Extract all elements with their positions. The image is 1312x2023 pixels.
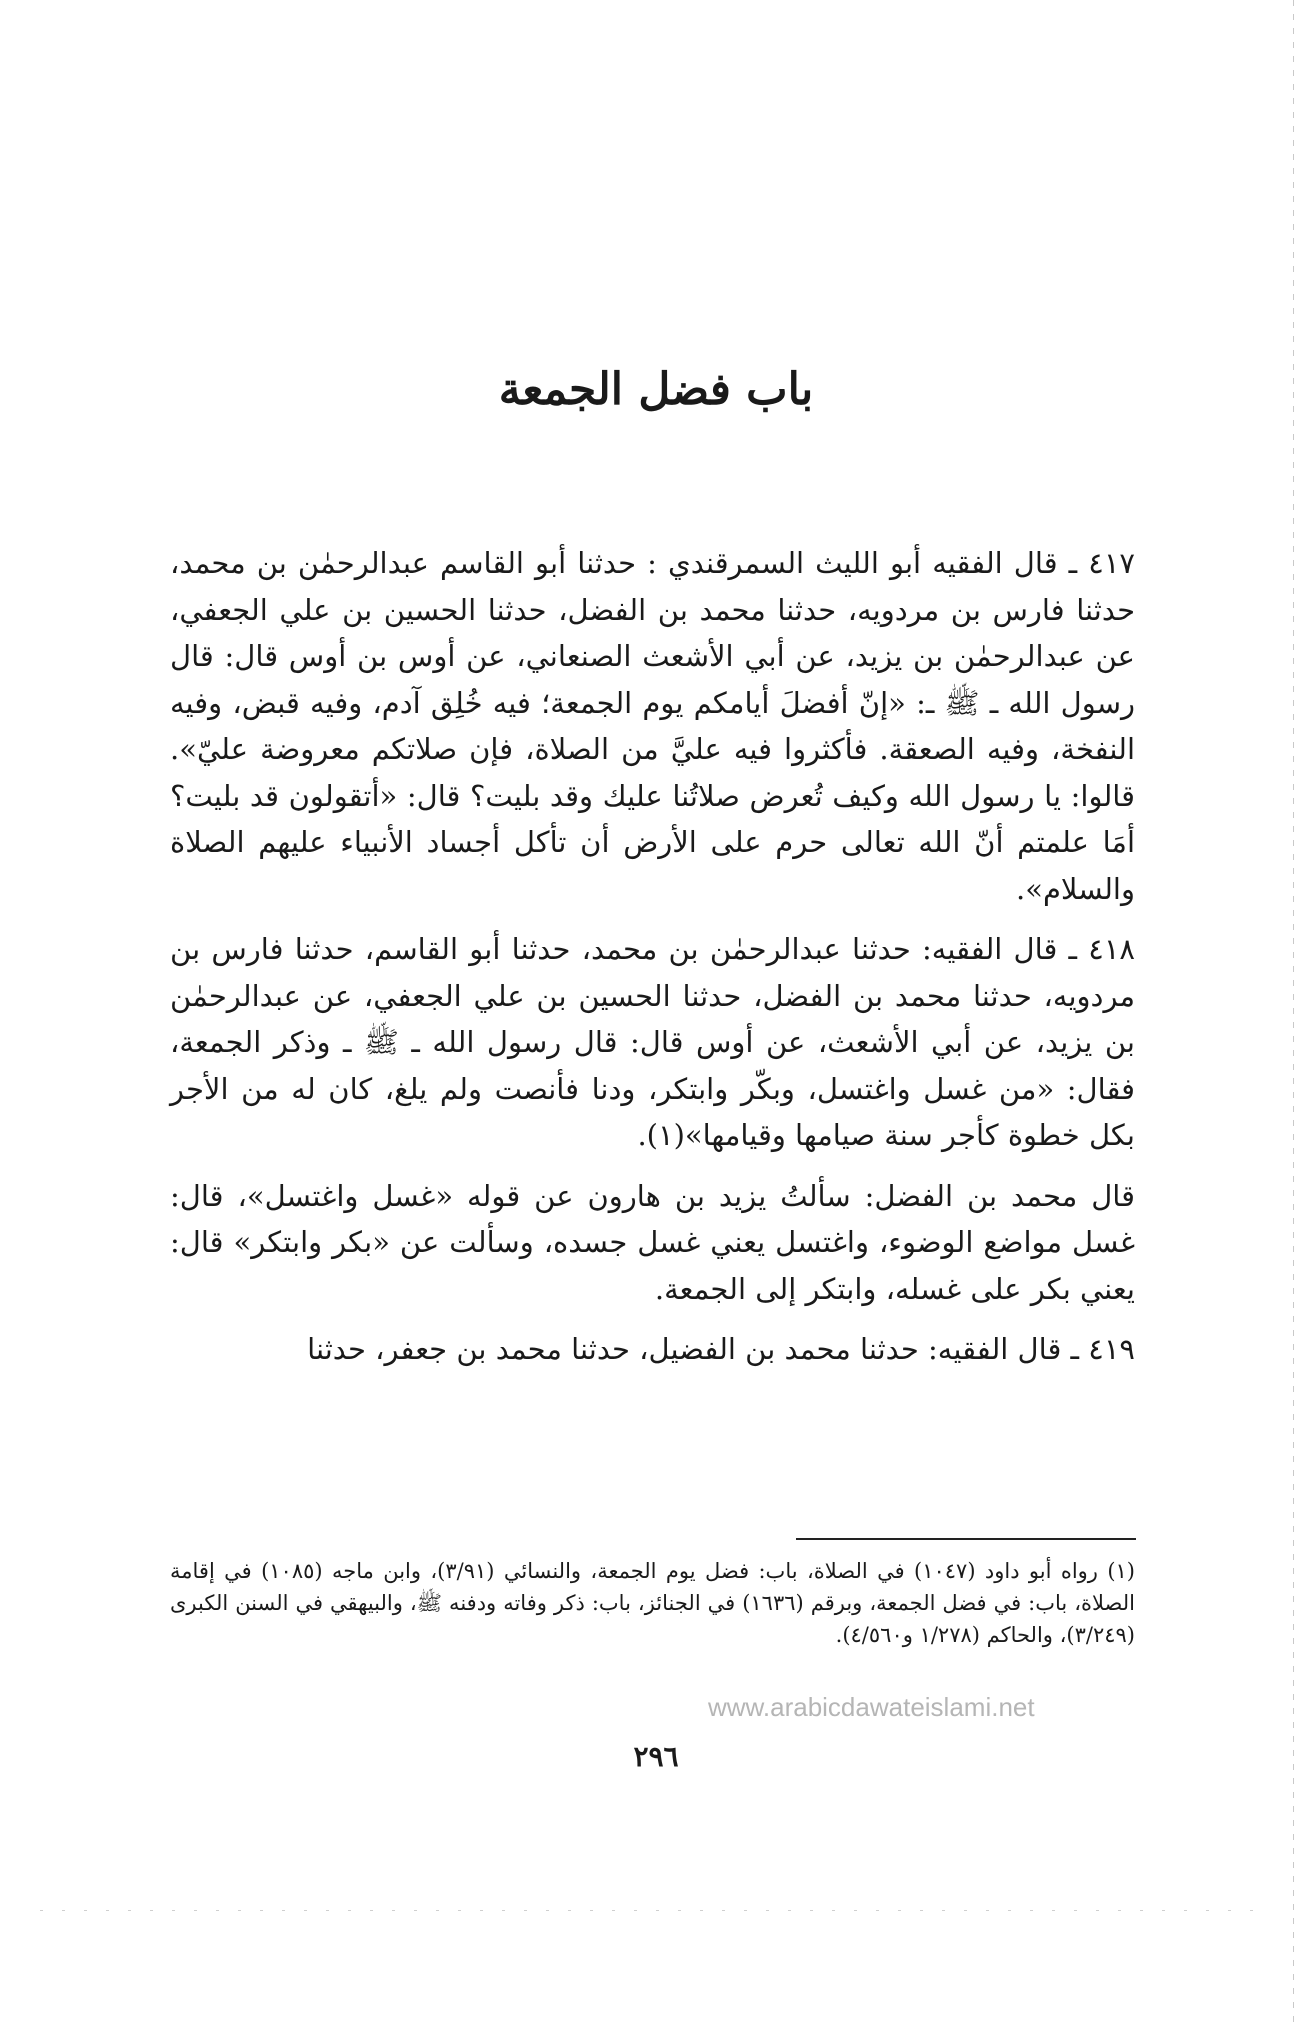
main-text: [170, 540, 1135, 1387]
paragraph-418: ٤١٨ ـ قال الفقيه: حدثنا عبدالرحمٰن بن محمد، حدثنا أبو القاسم، حدثنا فارس بن مردويه، حدثنا محمد بن الفضل، حدثنا الحسين بن علي الجعفي، عن عبدالرحمٰن بن يزيد، عن أبي الأشعث، عن أوس قال: قال رسول الله ـ ﷺ ـ وذكر الجمعة، فقال: «من غسل واغتسل، وبكّر وابتكر، ودنا فأنصت ولم يلغ، كان له من الأجر بكل خطوة كأجر سنة صيامها وقيامها»(١).: [170, 932, 1136, 1152]
scan-bottom-dots: [40, 1910, 1270, 1911]
paragraph-417: ٤١٧ ـ قال الفقيه أبو الليث السمرقندي : حدثنا أبو القاسم عبدالرحمٰن بن محمد، حدثنا فارس بن مردويه، حدثنا محمد بن الفضل، حدثنا الحسين بن علي الجعفي، عن عبدالرحمٰن بن يزيد، عن أبي الأشعث الصنعاني، عن أوس بن أوس قال: قال رسول الله ـ ﷺ ـ: «إنّ أفضلَ أيامكم يوم الجمعة؛ فيه خُلِق آدم، وفيه قبض، وفيه النفخة، وفيه الصعقة. فأكثروا فيه عليَّ من الصلاة، فإن صلاتكم معروضة عليّ». قالوا: يا رسول الله وكيف تُعرض صلاتُنا عليك وقد بليت؟ قال: «أتقولون قد بليت؟ أمَا علمتم أنّ الله تعالى حرم على الأرض أن تأكل أجساد الأنبياء عليهم الصلاة والسلام».: [170, 546, 1135, 906]
scan-edge-line: [1293, 0, 1294, 2023]
paragraph-419: ٤١٩ ـ قال الفقيه: حدثنا محمد بن الفضيل، حدثنا محمد بن جعفر، حدثنا: [307, 1332, 1135, 1366]
footnote-separator: [796, 1538, 1136, 1540]
paragraph-commentary: قال محمد بن الفضل: سألتُ يزيد بن هارون عن قوله «غسل واغتسل»، قال: غسل مواضع الوضوء، واغتسل يعني غسل جسده، وسألت عن «بكر وابتكر» قال: يعني بكر على غسله، وابتكر إلى الجمعة.: [170, 1178, 1135, 1306]
watermark-url: www.arabicdawateislami.net: [708, 1692, 1035, 1722]
page-number: ٢٩٦: [633, 1740, 679, 1773]
footnote-1: (١) رواه أبو داود (١٠٤٧) في الصلاة، باب: فضل يوم الجمعة، والنسائي (٣/٩١)، وابن ماجه (١٠٨٥) في إقامة الصلاة، باب: في فضل الجمعة، وبرقم (١٦٣٦) في الجنائز، باب: ذكر وفاته ودفنه ﷺ، والبيهقي في السنن الكبرى (٣/٢٤٩)، والحاكم (١/٢٧٨ و٤/٥٦٠).: [170, 1559, 1135, 1647]
chapter-title: باب فضل الجمعة: [498, 364, 814, 416]
footnotes: [170, 1555, 1135, 1651]
